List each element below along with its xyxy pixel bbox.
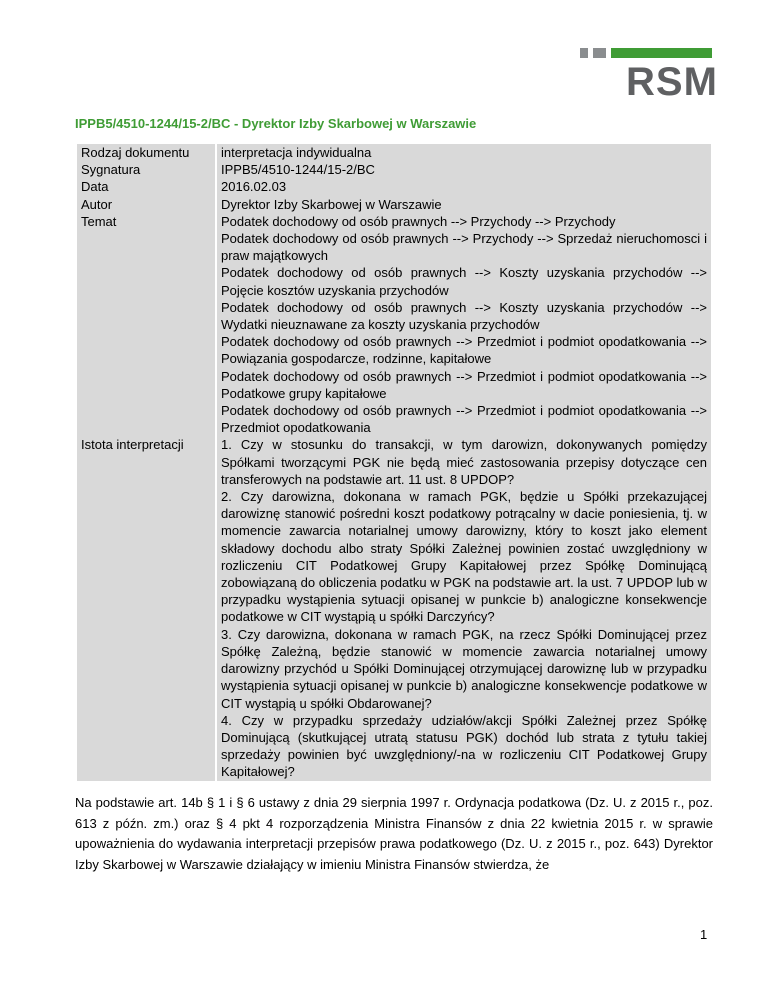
meta-row-sygnatura bbox=[77, 161, 711, 178]
document-heading: IPPB5/4510-1244/15-2/BC - Dyrektor Izby Skarbowej w Warszawie bbox=[75, 116, 477, 131]
meta-key: Autor bbox=[77, 196, 215, 213]
meta-value: IPPB5/4510-1244/15-2/BC bbox=[217, 161, 711, 178]
topic-line: Podatek dochodowy od osób prawnych --> Przedmiot i podmiot opodatkowania --> Powiązania gospodarcze, rodzinne, kapitałowe bbox=[221, 334, 707, 367]
meta-key: Temat bbox=[77, 213, 215, 437]
logo-bar-green bbox=[611, 48, 712, 58]
meta-value: 2016.02.03 bbox=[217, 178, 711, 195]
rsm-logo bbox=[580, 48, 718, 104]
body-paragraph: Na podstawie art. 14b § 1 i § 6 ustawy z dnia 29 sierpnia 1997 r. Ordynacja podatkowa (Dz. U. z 2015 r., poz. 613 z późn. zm.) oraz § 4 pkt 4 rozporządzenia Ministra Finansów z dnia 22 kwietnia 2015 r. w sprawie upoważnienia do wydawania interpretacji przepisów prawa podatkowego (Dz. U. z 2015 r., poz. 643) Dyrektor Izby Skarbowej w Warszawie działający w imieniu Ministra Finansów stwierdza, że bbox=[75, 795, 713, 872]
topic-line: Podatek dochodowy od osób prawnych --> Przychody --> Sprzedaż nieruchomosci i praw majątkowych bbox=[221, 231, 707, 264]
topic-line: Podatek dochodowy od osób prawnych --> Przychody --> Przychody bbox=[221, 213, 616, 229]
meta-value-topics bbox=[217, 213, 711, 437]
logo-bar-gray-small bbox=[580, 48, 588, 58]
meta-row-autor bbox=[77, 196, 711, 213]
question-item: 1. Czy w stosunku do transakcji, w tym darowizn, dokonywanych pomiędzy Spółkami tworzącymi PGK nie będą mieć zastosowania przepisy dotyczące cen transferowych na podstawie art. 11 ust. 8 UPDOP? bbox=[221, 437, 707, 487]
logo-bar-gray bbox=[593, 48, 606, 58]
question-item: 3. Czy darowizna, dokonana w ramach PGK, na rzecz Spółki Dominującej przez Spółkę Zależną, będzie stanowić w momencie zawarcia notarialnej umowy darowizny przychód u Spółki Dominującej otrzymującej darowiznę lub w przypadku wystąpienia sytuacji opisanej w punkcie b) analogiczne konsekwencje podatkowe w CIT wystąpią u spółki Obdarowanej? bbox=[221, 626, 707, 711]
page-number: 1 bbox=[700, 927, 708, 942]
meta-key: Istota interpretacji bbox=[77, 436, 215, 780]
topic-line: Podatek dochodowy od osób prawnych --> Przedmiot i podmiot opodatkowania --> Przedmiot opodatkowania bbox=[221, 403, 707, 436]
meta-row-rodzaj bbox=[77, 144, 711, 161]
meta-row-data bbox=[77, 178, 711, 195]
logo-text: RSM bbox=[626, 60, 718, 104]
meta-key: Rodzaj dokumentu bbox=[77, 144, 215, 161]
topic-line: Podatek dochodowy od osób prawnych --> Koszty uzyskania przychodów --> Pojęcie kosztów uzyskania przychodów bbox=[221, 265, 707, 298]
meta-value-questions bbox=[217, 436, 711, 780]
meta-value: interpretacja indywidualna bbox=[217, 144, 711, 161]
topic-line: Podatek dochodowy od osób prawnych --> Przedmiot i podmiot opodatkowania --> Podatkowe grupy kapitałowe bbox=[221, 368, 707, 401]
meta-key: Data bbox=[77, 178, 215, 195]
topic-line: Podatek dochodowy od osób prawnych --> Koszty uzyskania przychodów --> Wydatki nieuznawane za koszty uzyskania przychodów bbox=[221, 299, 707, 333]
question-item: 4. Czy w przypadku sprzedaży udziałów/akcji Spółki Zależnej przez Spółkę Dominującą (skutkującej utratą statusu PGK) dochód lub strata z tytułu takiej sprzedaży powinien być uwzględniony/-na w rozliczeniu CIT Podatkowej Grupy Kapitałowej? bbox=[221, 712, 707, 780]
meta-key: Sygnatura bbox=[77, 161, 215, 178]
meta-row-istota bbox=[77, 436, 711, 780]
question-item: 2. Czy darowizna, dokonana w ramach PGK, będzie u Spółki przekazującej darowiznę stanowić pośredni koszt podatkowy potrącalny w dacie poniesienia, tj. w momencie zawarcia notarialnej umowy darowizny, który to koszt jako element składowy dochodu albo straty Spółki Zależnej powinien zostać uwzględniony w rozliczeniu CIT Podatkowej Grupy Kapitałowej przez Spółkę Dominującą zobowiązaną do obliczenia podatku w PGK na podstawie art. la ust. 7 UPDOP lub w przypadku wystąpienia sytuacji opisanej w punkcie b) analogiczne konsekwencje podatkowe w CIT wystąpią u spółki Darczyńcy? bbox=[221, 489, 707, 625]
metadata-table bbox=[75, 144, 713, 781]
meta-row-temat bbox=[77, 213, 711, 437]
meta-value: Dyrektor Izby Skarbowej w Warszawie bbox=[217, 196, 711, 213]
